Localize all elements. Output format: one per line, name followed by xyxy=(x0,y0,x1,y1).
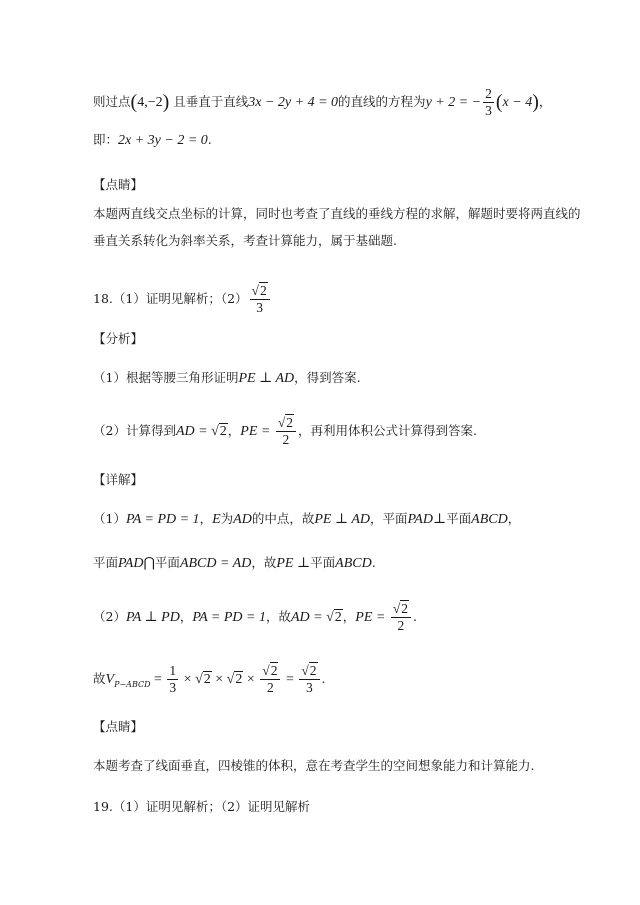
equation: PA = PD = 1 xyxy=(125,512,200,527)
text: 则过点 xyxy=(93,94,131,109)
denominator: 3 xyxy=(485,103,492,118)
equation: AD = xyxy=(290,610,327,625)
text: ， xyxy=(179,609,193,624)
text: ， xyxy=(199,511,213,526)
text: ，故 xyxy=(251,555,277,570)
text: （1）根据等腰三角形证明 xyxy=(93,370,239,385)
text: 平面 xyxy=(93,555,119,570)
intersection-symbol: ⋂ xyxy=(143,556,155,571)
numerator: √2 xyxy=(250,283,270,300)
text: ，平面 xyxy=(370,511,408,526)
text: ，再利用体积公式计算得到答案. xyxy=(298,423,477,438)
detail-1 xyxy=(93,510,580,529)
text: . xyxy=(207,132,212,147)
text: 且垂直于直线 xyxy=(173,94,249,109)
sqrt xyxy=(203,661,212,699)
radicand: 2 xyxy=(203,672,211,687)
text: （2）计算得到 xyxy=(93,423,176,438)
radicand: 2 xyxy=(235,672,243,687)
text: （2） xyxy=(93,609,126,624)
paren: ) xyxy=(532,91,539,113)
fraction xyxy=(299,663,319,696)
equation: AD = xyxy=(175,424,212,439)
heading-fenxi: 【分析】 xyxy=(93,331,144,346)
answer-19: 19.（1）证明见解析；（2）证明见解析 xyxy=(93,799,311,814)
paren: ( xyxy=(130,91,138,113)
fraction xyxy=(260,663,280,696)
numerator: √2 xyxy=(391,601,411,618)
equation: PE ⊥ AD xyxy=(238,371,295,386)
fraction xyxy=(483,86,494,119)
numerator: 2 xyxy=(485,86,492,101)
equation-rhs: x − 4 xyxy=(502,95,533,110)
answer-18 xyxy=(93,280,580,318)
equation: ABCD = AD xyxy=(179,556,252,571)
fraction xyxy=(391,601,411,634)
equals: = xyxy=(150,672,166,687)
text: 平面 xyxy=(446,511,472,526)
radicand: 2 xyxy=(270,663,278,678)
math: AD xyxy=(233,512,252,527)
denominator: 2 xyxy=(282,432,290,447)
equation: PA ⊥ PD xyxy=(125,610,180,625)
text: 平面 xyxy=(154,555,180,570)
text: . xyxy=(371,555,376,570)
heading-dianjing-1: 【点睛】 xyxy=(93,177,144,192)
radicand: 2 xyxy=(219,424,227,439)
detail-4-volume xyxy=(93,660,580,704)
radicand: 2 xyxy=(259,283,267,298)
equation: 2x + 3y − 2 = 0 xyxy=(118,133,208,148)
text: 的直线的方程为 xyxy=(338,94,426,109)
detail-3 xyxy=(93,598,580,637)
volume-subscript: P−ABCD xyxy=(114,680,151,689)
denominator: 3 xyxy=(256,300,263,315)
numerator: √2 xyxy=(299,663,319,680)
denominator: 3 xyxy=(169,680,177,695)
equation: PA = PD = 1 xyxy=(192,610,266,625)
text: ， xyxy=(342,609,356,624)
math: ABCD xyxy=(471,512,508,527)
text: ，故 xyxy=(265,609,291,624)
numerator: √2 xyxy=(260,663,280,680)
equals: = xyxy=(282,672,298,687)
denominator: 2 xyxy=(397,618,405,633)
text: 18.（1）证明见解析；（2） xyxy=(93,291,248,306)
volume-symbol: V xyxy=(105,672,115,687)
paragraph-dianjing-2: 本题考查了线面垂直，四棱锥的体积，意在考查学生的空间想象能力和计算能力. xyxy=(93,758,535,773)
numerator: √2 xyxy=(276,415,296,432)
math: E xyxy=(212,512,221,527)
paren: ( xyxy=(495,91,503,113)
equation: PE ⊥ AD xyxy=(314,512,371,527)
equation: PE = xyxy=(355,610,389,625)
fraction xyxy=(276,415,296,448)
radicand: 2 xyxy=(401,601,409,616)
analysis-1 xyxy=(93,369,580,388)
denominator: 3 xyxy=(306,680,313,695)
heading-xiangjie: 【详解】 xyxy=(93,472,144,487)
detail-2 xyxy=(93,554,580,573)
line-perpendicular-equation xyxy=(93,86,580,119)
radicand: 2 xyxy=(286,415,294,430)
line-result-equation xyxy=(93,131,580,150)
sqrt-symbol: √ xyxy=(211,424,219,439)
text: 故 xyxy=(93,671,106,686)
equation-lhs: y + 2 = − xyxy=(425,95,482,110)
math: PAD xyxy=(407,512,433,527)
numerator: 1 xyxy=(169,663,177,678)
sqrt xyxy=(334,599,343,637)
text: . xyxy=(321,671,326,686)
text: （1） xyxy=(93,511,126,526)
text: 平面 xyxy=(310,555,336,570)
times: × xyxy=(243,672,259,687)
equation: PE ⊥ xyxy=(276,556,311,571)
text: . xyxy=(413,609,417,624)
heading-dianjing-2: 【点睛】 xyxy=(93,719,144,734)
text: ，得到答案. xyxy=(294,370,361,385)
text: ， xyxy=(538,94,552,109)
math: PAD xyxy=(118,556,144,571)
radicand: 2 xyxy=(334,610,342,625)
times: × xyxy=(180,672,196,687)
sqrt xyxy=(219,413,228,451)
math: ABCD xyxy=(335,556,372,571)
sqrt-symbol: √ xyxy=(226,672,235,687)
fraction xyxy=(250,283,270,316)
analysis-2 xyxy=(93,412,580,451)
line-equation: 3x − 2y + 4 = 0 xyxy=(248,95,339,110)
text: ， xyxy=(507,511,521,526)
paren: ) xyxy=(162,91,170,113)
sqrt xyxy=(234,661,243,699)
point: 4,−2 xyxy=(137,95,163,110)
text: 为 xyxy=(220,511,234,526)
text: 即： xyxy=(93,132,119,147)
perp-symbol: ⊥ xyxy=(432,512,447,527)
times: × xyxy=(211,672,227,687)
sqrt-symbol: √ xyxy=(326,610,334,625)
sqrt-symbol: √ xyxy=(195,672,203,687)
radicand: 2 xyxy=(309,663,317,678)
denominator: 2 xyxy=(266,680,274,695)
equation: PE = xyxy=(240,424,274,439)
paragraph-dianjing-1: 本题两直线交点坐标的计算，同时也考查了直线的垂线方程的求解，解题时要将两直线的垂直关系转化为斜率关系，考查计算能力，属于基础题. xyxy=(93,206,581,248)
text: 的中点，故 xyxy=(251,511,315,526)
text: ， xyxy=(227,423,241,438)
fraction xyxy=(167,663,178,696)
